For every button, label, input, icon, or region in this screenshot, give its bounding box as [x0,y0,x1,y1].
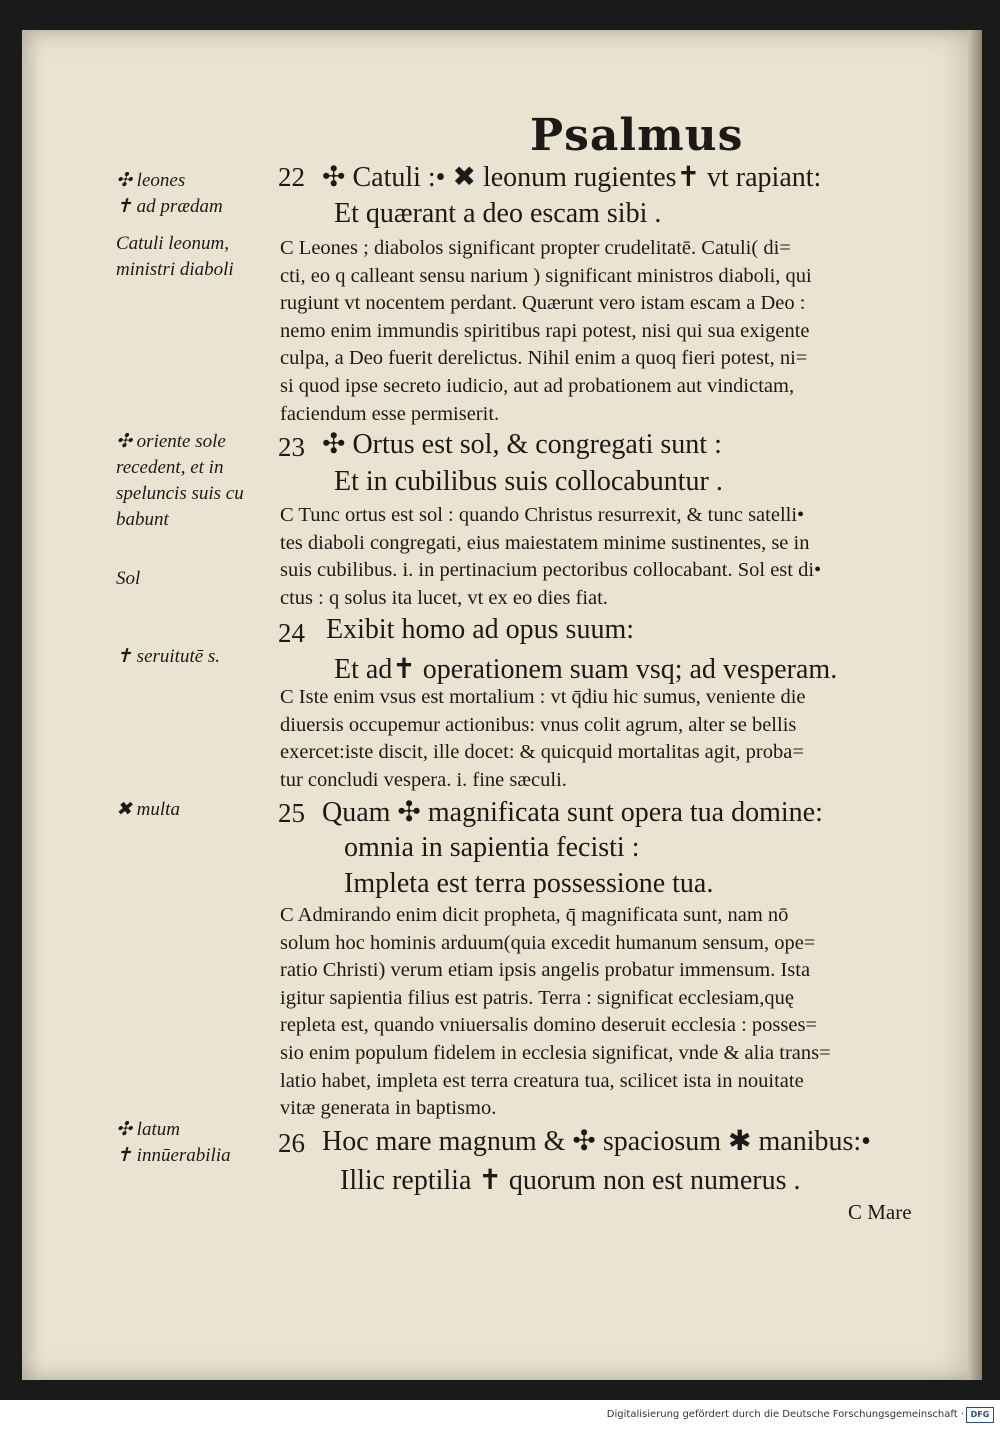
commentary-line: faciendum esse permiserit. [280,402,500,425]
commentary-line: igitur sapientia filius est patris. Terra : significat ecclesiam,quę [280,986,794,1009]
book-page [22,30,982,1380]
verse-line: Et in cubilibus suis collocabuntur . [334,466,723,497]
commentary [280,684,976,794]
verse-number: 23 [278,432,305,462]
commentary-line: cti, eo q calleant sensu narium ) significant ministros diaboli, qui [280,264,812,287]
commentary-line: ctus : q solus ita lucet, vt ex eo dies fiat. [280,586,608,609]
commentary-line: solum hoc hominis arduum(quia excedit humanum sensum, ope= [280,931,816,954]
margin-note-line: speluncis suis cu [116,483,244,504]
commentary-line: suis cubilibus. i. in pertinacium pectoribus collocabant. Sol est di• [280,559,822,582]
margin-note [116,797,276,823]
commentary-line: culpa, a Deo fuerit derelictus. Nihil enim a quoq fieri potest, ni= [280,347,808,370]
margin-note [116,231,276,283]
margin-note-line: recedent, et in [116,457,224,478]
commentary-line: nemo enim immundis spiritibus rapi potest, nisi qui sua exigente [280,319,810,342]
commentary-line: si quod ipse secreto iudicio, aut ad probationem aut vindictam, [280,374,795,397]
commentary [280,902,976,1123]
commentary-line: C Tunc ortus est sol : quando Christus resurrexit, & tunc satelli• [280,504,805,526]
margin-note-line: ✖ multa [116,799,180,820]
margin-note-line: Sol [116,568,141,589]
commentary-line: sio enim populum fidelem in ecclesia significat, vnde & alia trans= [280,1041,831,1064]
footer-bar [0,1400,1000,1429]
verse-number: 24 [278,618,305,648]
margin-note-line: ✣ latum [116,1119,180,1140]
verse-line: Et ad✝ operationem suam vsq; ad vesperam. [334,654,838,685]
commentary-line: C Admirando enim dicit propheta, q̄ magnificata sunt, nam nō [280,904,789,926]
margin-note [116,644,276,670]
verse-line: Quam ✣ magnificata sunt opera tua domine: [322,797,823,828]
commentary [280,235,976,428]
catchword: C Mare [848,1200,912,1224]
running-head: Psalmus [530,110,744,161]
verse-number: 25 [278,798,305,828]
verse-line: ✣ Ortus est sol, & congregati sunt : [322,429,722,460]
commentary-line: C Leones ; diabolos significant propter crudelitatē. Catuli( di= [280,237,791,259]
verse-line: Illic reptilia ✝ quorum non est numerus . [340,1165,801,1196]
margin-note-line: ✝ innūerabilia [116,1145,231,1166]
margin-note-line: ✝ seruitutē s. [116,646,221,667]
verse-number: 26 [278,1128,305,1158]
margin-note [116,566,276,592]
verse-number: 22 [278,162,305,192]
verse-line: Et quærant a deo escam sibi . [334,198,662,229]
commentary-line: latio habet, impleta est terra creatura tua, scilicet ista in nouitate [280,1069,804,1092]
margin-note-line: babunt [116,509,169,530]
margin-note-line: ✣ oriente sole [116,431,226,452]
dfg-logo: DFG [966,1407,994,1423]
margin-note-line: ministri diaboli [116,259,234,280]
margin-note-line: ✝ ad prædam [116,196,223,217]
commentary-line: tur concludi vespera. i. fine sæculi. [280,768,567,791]
commentary [280,502,976,612]
margin-note [116,168,276,220]
commentary-line: rugiunt vt nocentem perdant. Quærunt vero istam escam a Deo : [280,292,806,315]
commentary-line: vitæ generata in baptismo. [280,1097,497,1120]
commentary-line: repleta est, quando vniuersalis domino deseruit ecclesia : posses= [280,1014,818,1037]
commentary-line: ratio Christi) verum etiam ipsis angelis probatur immensum. Ista [280,959,811,982]
verse-line: omnia in sapientia fecisti : [344,832,640,863]
margin-note-line: Catuli leonum, [116,233,229,254]
verse-line: Hoc mare magnum & ✣ spaciosum ✱ manibus:• [322,1126,871,1157]
commentary-line: tes diaboli congregati, eius maiestatem minime sustinentes, se in [280,531,810,554]
margin-note [116,1117,276,1169]
verse-line: Exibit homo ad opus suum: [326,614,634,645]
commentary-line: C Iste enim vsus est mortalium : vt q̄diu hic sumus, veniente die [280,686,806,708]
margin-note [116,429,276,533]
margin-note-line: ✣ leones [116,170,186,191]
verse-line: Impleta est terra possessione tua. [344,868,714,899]
footer-credit: Digitalisierung gefördert durch die Deutsche Forschungsgemeinschaft · [606,1409,964,1420]
verse-line: ✣ Catuli :• ✖ leonum rugientes✝ vt rapiant: [322,162,822,193]
commentary-line: exercet:iste discit, ille docet: & quicquid mortalitas agit, proba= [280,741,804,764]
commentary-line: diuersis occupemur actionibus: vnus colit agrum, alter se bellis [280,713,797,736]
